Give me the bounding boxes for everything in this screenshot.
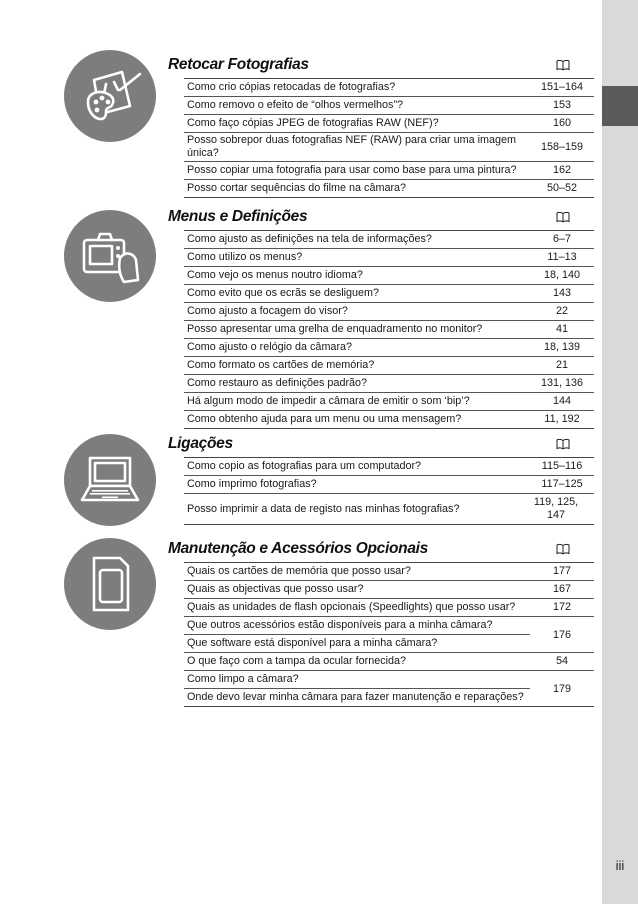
page-ref: 179 — [552, 682, 571, 695]
table-row — [184, 162, 594, 180]
table-row — [184, 393, 594, 411]
question-text: Como vejo os menus noutro idioma? — [187, 269, 363, 281]
table-row — [184, 581, 594, 599]
book-icon — [556, 59, 570, 71]
table-row — [184, 249, 594, 267]
section-title: Menus e Definições — [168, 208, 308, 225]
table-row — [184, 339, 594, 357]
table-row-group — [184, 617, 594, 653]
page-ref: 54 — [555, 655, 568, 667]
table-row — [184, 285, 594, 303]
question-text: Como utilizo os menus? — [187, 251, 303, 263]
question-text: Como limpo a câmara? — [187, 673, 299, 685]
question-text: Quais os cartões de memória que posso usar? — [187, 565, 411, 577]
question-text: Como imprimo fotografias? — [187, 478, 317, 490]
page-ref: 160 — [552, 117, 571, 129]
page-ref: 21 — [555, 359, 568, 371]
table-row — [184, 476, 594, 494]
page-ref: 22 — [555, 305, 568, 317]
table-row — [184, 494, 594, 525]
question-table — [184, 78, 594, 198]
table-row — [184, 357, 594, 375]
question-table — [184, 230, 594, 429]
question-text: Que outros acessórios estão disponíveis para a minha câmara? — [187, 619, 493, 631]
table-row — [184, 231, 594, 249]
memory-card-icon — [64, 538, 156, 630]
table-row — [184, 375, 594, 393]
table-row — [184, 267, 594, 285]
question-text: Como copio as fotografias para um computador? — [187, 460, 422, 472]
page-ref: 18, 140 — [543, 269, 581, 281]
question-text: Onde devo levar minha câmara para fazer manutenção e reparações? — [184, 688, 530, 706]
question-text: Que software está disponível para a minha câmara? — [184, 634, 530, 652]
table-row — [184, 563, 594, 581]
book-icon — [556, 543, 570, 555]
page-ref: 131, 136 — [540, 377, 584, 389]
question-text: Posso sobrepor duas fotografias NEF (RAW) para criar uma imagem única? — [187, 134, 517, 159]
page-ref: 162 — [552, 164, 571, 176]
page-ref: 176 — [552, 628, 571, 641]
question-text: Como ajusto as definições na tela de informações? — [187, 233, 432, 245]
question-text: Posso imprimir a data de registo nas minhas fotografias? — [187, 502, 460, 515]
table-row — [184, 458, 594, 476]
question-text: Como ajusto a focagem do visor? — [187, 305, 348, 317]
page-ref: 143 — [552, 287, 571, 299]
table-row — [184, 97, 594, 115]
question-text: Há algum modo de impedir a câmara de emitir o som ‘bip’? — [187, 395, 470, 407]
section-title: Retocar Fotografias — [168, 56, 309, 73]
section-title: Ligações — [168, 435, 233, 452]
book-icon — [556, 211, 570, 223]
question-text: Posso apresentar uma grelha de enquadramento no monitor? — [187, 323, 483, 335]
page-ref: 18, 139 — [543, 341, 581, 353]
table-row — [184, 79, 594, 97]
book-icon — [556, 438, 570, 450]
page-ref: 167 — [552, 583, 571, 595]
question-text: Posso copiar uma fotografia para usar como base para uma pintura? — [187, 164, 517, 176]
section-title: Manutenção e Acessórios Opcionais — [168, 540, 428, 557]
page-ref: 50–52 — [546, 182, 578, 194]
laptop-icon — [64, 434, 156, 526]
question-text: Como crio cópias retocadas de fotografias? — [187, 81, 396, 93]
table-row — [184, 133, 594, 162]
page-ref: 151–164 — [540, 81, 584, 93]
question-text: Como ajusto o relógio da câmara? — [187, 341, 353, 353]
table-row — [184, 180, 594, 198]
page-ref: 177 — [552, 565, 571, 577]
page-number: iii — [615, 858, 625, 873]
table-row — [184, 653, 594, 671]
question-text: Quais as objectivas que posso usar? — [187, 583, 364, 595]
table-row-group — [184, 671, 594, 707]
question-table — [184, 562, 594, 707]
question-text: Como restauro as definições padrão? — [187, 377, 368, 389]
page-ref: 172 — [552, 601, 571, 613]
question-text: O que faço com a tampa da ocular fornecida? — [187, 655, 407, 667]
page-ref: 11–13 — [547, 251, 577, 263]
question-text: Como obtenho ajuda para um menu ou uma mensagem? — [187, 413, 462, 425]
page-ref: 153 — [552, 99, 571, 111]
page-ref: 119, 125, 147 — [533, 496, 579, 521]
table-row — [184, 411, 594, 429]
question-table — [184, 457, 594, 525]
table-row — [184, 115, 594, 133]
retouch-palette-icon — [64, 50, 156, 142]
question-text: Posso cortar sequências do filme na câmara? — [187, 182, 407, 194]
question-text: Como formato os cartões de memória? — [187, 359, 375, 371]
table-row — [184, 599, 594, 617]
table-row — [184, 303, 594, 321]
question-text: Quais as unidades de flash opcionais (Speedlights) que posso usar? — [187, 601, 516, 613]
camera-menu-icon — [64, 210, 156, 302]
question-text: Como evito que os ecrãs se desliguem? — [187, 287, 380, 299]
side-strip — [602, 0, 638, 904]
page-ref: 115–116 — [541, 460, 583, 472]
table-row — [184, 321, 594, 339]
page-ref: 6–7 — [552, 233, 571, 245]
page-ref: 117–125 — [541, 478, 583, 490]
question-text: Como faço cópias JPEG de fotografias RAW (NEF)? — [187, 117, 439, 129]
page-ref: 41 — [555, 323, 568, 335]
page-ref: 158–159 — [540, 140, 584, 153]
chapter-tab — [602, 86, 638, 126]
page-ref: 11, 192 — [544, 413, 580, 425]
page-ref: 144 — [552, 395, 571, 407]
question-text: Como removo o efeito de “olhos vermelhos”? — [187, 99, 404, 111]
